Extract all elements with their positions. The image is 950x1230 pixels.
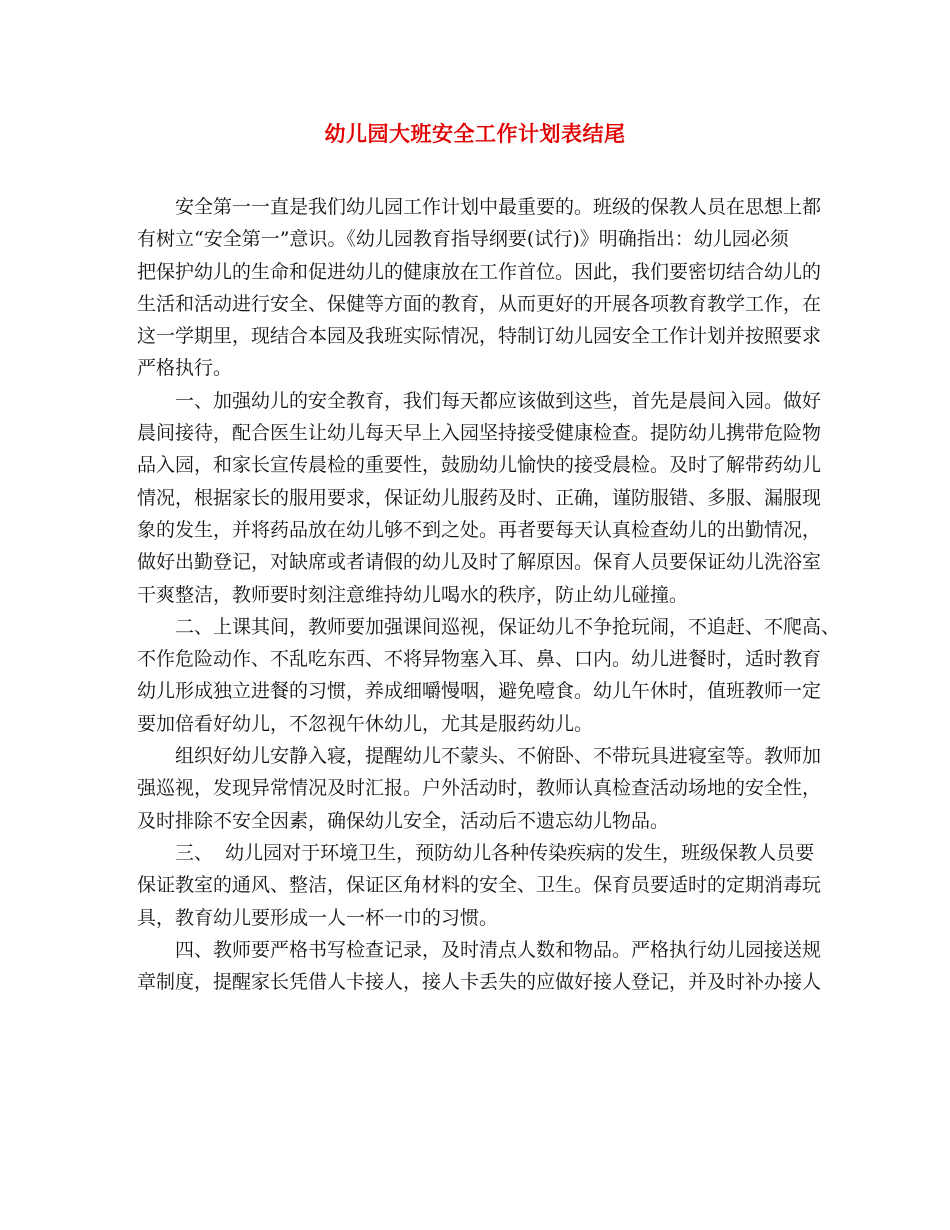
paragraph-intro xyxy=(137,191,827,385)
text-line: 品入园，和家长宣传晨检的重要性，鼓励幼儿愉快的接受晨检。及时了解带药幼儿 xyxy=(137,454,822,477)
text-line: 干爽整洁，教师要时刻注意维持幼儿喝水的秩序，防止幼儿碰撞。 xyxy=(137,583,689,606)
text-line: 有树立“安全第一”意识。《幼儿园教育指导纲要(试行)》明确指出：幼儿园必须 xyxy=(137,228,789,251)
text-line: 组织好幼儿安静入寝，提醒幼儿不蒙头、不俯卧、不带玩具进寝室等。教师加 xyxy=(175,745,822,768)
text-line: 强巡视，发现异常情况及时汇报。户外活动时，教师认真检查活动场地的安全性， xyxy=(137,777,822,800)
text-line: 要加倍看好幼儿，不忽视午休幼儿，尤其是服药幼儿。 xyxy=(137,712,594,735)
document-body xyxy=(137,191,841,998)
document-title: 幼儿园大班安全工作计划表结尾 xyxy=(324,121,626,146)
text-line: 具，教育幼儿要形成一人一杯一巾的习惯。 xyxy=(137,906,499,929)
text-line: 及时排除不安全因素，确保幼儿安全，活动后不遗忘幼儿物品。 xyxy=(137,809,670,832)
text-line: 情况，根据家长的服用要求，保证幼儿服药及时、正确，谨防服错、多服、漏服现 xyxy=(137,486,822,509)
text-line: 幼儿形成独立进餐的习惯，养成细嚼慢咽，避免噎食。幼儿午休时，值班教师一定 xyxy=(137,680,822,703)
text-line: 三、 幼儿园对于环境卫生，预防幼儿各种传染疾病的发生，班级保教人员要 xyxy=(175,841,815,864)
paragraph-section-2 xyxy=(137,611,841,740)
paragraph-sleep-outdoor xyxy=(137,740,827,837)
text-line: 保证教室的通风、整洁，保证区角材料的安全、卫生。保育员要适时的定期消毒玩 xyxy=(137,874,822,897)
text-line: 严格执行。 xyxy=(137,357,233,380)
text-line: 做好出勤登记，对缺席或者请假的幼儿及时了解原因。保育人员要保证幼儿洗浴室 xyxy=(137,551,822,574)
text-line: 一、加强幼儿的安全教育，我们每天都应该做到这些，首先是晨间入园。做好 xyxy=(175,389,822,412)
text-line: 二、上课其间，教师要加强课间巡视，保证幼儿不争抢玩闹，不追赶、不爬高、 xyxy=(175,615,841,638)
text-line: 生活和活动进行安全、保健等方面的教育，从而更好的开展各项教育教学工作，在 xyxy=(137,292,822,315)
paragraph-section-3 xyxy=(137,837,827,934)
paragraph-section-4 xyxy=(137,934,827,999)
text-line: 把保护幼儿的生命和促进幼儿的健康放在工作首位。因此，我们要密切结合幼儿的 xyxy=(137,260,822,283)
paragraph-section-1 xyxy=(137,385,827,611)
text-line: 不作危险动作、不乱吃东西、不将异物塞入耳、鼻、口内。幼儿进餐时，适时教育 xyxy=(137,648,822,671)
text-line: 章制度，提醒家长凭借人卡接人，接人卡丢失的应做好接人登记，并及时补办接人 xyxy=(137,971,822,994)
text-line: 这一学期里，现结合本园及我班实际情况，特制订幼儿园安全工作计划并按照要求 xyxy=(137,325,822,348)
text-line: 晨间接待，配合医生让幼儿每天早上入园坚持接受健康检查。提防幼儿携带危险物 xyxy=(137,422,822,445)
text-line: 安全第一一直是我们幼儿园工作计划中最重要的。班级的保教人员在思想上都 xyxy=(175,196,822,218)
text-line: 四、教师要严格书写检查记录，及时清点人数和物品。严格执行幼儿园接送规 xyxy=(175,938,822,961)
text-line: 象的发生，并将药品放在幼儿够不到之处。再者要每天认真检查幼儿的出勤情况， xyxy=(137,518,822,541)
